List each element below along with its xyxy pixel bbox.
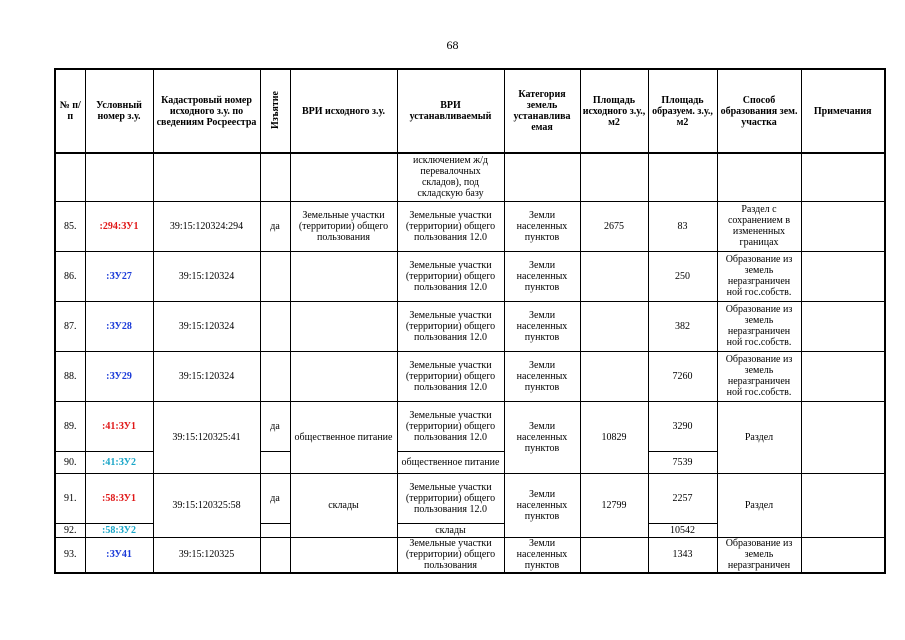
cell-vri-source: Земельные участки (территории) общего пользования <box>290 201 397 251</box>
header-area-source: Площадь исходного з.у., м2 <box>580 69 648 153</box>
cell-area-source: 10829 <box>580 401 648 473</box>
table-row <box>55 251 885 301</box>
cell-method: Образование из земель неразграничен ной гос.собств. <box>717 351 801 401</box>
cell-num: 90. <box>55 451 85 473</box>
cell <box>85 153 153 201</box>
cell-num: 85. <box>55 201 85 251</box>
table-row <box>55 153 885 201</box>
cell-area-new: 382 <box>648 301 717 351</box>
header-conditional-number: Условный номер з.у. <box>85 69 153 153</box>
cell-withdrawal <box>260 351 290 401</box>
cell-area-new: 2257 <box>648 473 717 523</box>
cell-conditional-number: :ЗУ27 <box>85 251 153 301</box>
cell-conditional-number: :41:ЗУ2 <box>85 451 153 473</box>
table-header-row <box>55 69 885 153</box>
cell-area-source: 2675 <box>580 201 648 251</box>
cell-withdrawal <box>260 451 290 473</box>
cell-category: Земли населенных пунктов <box>504 251 580 301</box>
cell <box>717 153 801 201</box>
cell <box>801 153 885 201</box>
cell-withdrawal <box>260 301 290 351</box>
cell-vri-source: общественное питание <box>290 401 397 473</box>
cell-method: Раздел <box>717 473 801 537</box>
cell-num: 86. <box>55 251 85 301</box>
cell-category: Земли населенных пунктов <box>504 537 580 573</box>
cell-withdrawal <box>260 523 290 537</box>
cell-withdrawal <box>260 251 290 301</box>
table-row <box>55 473 885 523</box>
header-vri-new: ВРИ устанавливаемый <box>397 69 504 153</box>
table-row <box>55 301 885 351</box>
cell-vri-new: Земельные участки (территории) общего пользования 12.0 <box>397 473 504 523</box>
cell-cadastral-number: 39:15:120325:41 <box>153 401 260 473</box>
cell <box>648 153 717 201</box>
cell-notes <box>801 251 885 301</box>
cell <box>260 153 290 201</box>
cell-num: 89. <box>55 401 85 451</box>
cell-cadastral-number: 39:15:120324 <box>153 251 260 301</box>
cell-area-new: 7539 <box>648 451 717 473</box>
cell-category: Земли населенных пунктов <box>504 301 580 351</box>
cell-vri-new: Земельные участки (территории) общего пользования <box>397 537 504 573</box>
header-area-new: Площадь образуем. з.у., м2 <box>648 69 717 153</box>
cell-vri-new: Земельные участки (территории) общего пользования 12.0 <box>397 351 504 401</box>
cell-conditional-number: :ЗУ28 <box>85 301 153 351</box>
cell-withdrawal: да <box>260 201 290 251</box>
table-row <box>55 401 885 451</box>
cell-cadastral-number: 39:15:120324:294 <box>153 201 260 251</box>
land-plots-table <box>54 68 886 574</box>
cell-area-source <box>580 537 648 573</box>
header-notes: Примечания <box>801 69 885 153</box>
cell-vri-new: Земельные участки (территории) общего пользования 12.0 <box>397 301 504 351</box>
cell-area-source <box>580 251 648 301</box>
cell-area-source <box>580 351 648 401</box>
cell-notes <box>801 473 885 537</box>
cell-vri-new: Земельные участки (территории) общего пользования 12.0 <box>397 401 504 451</box>
cell-area-source: 12799 <box>580 473 648 537</box>
cell-num: 87. <box>55 301 85 351</box>
header-cadastral-number: Кадастровый номер исходного з.у. по сведениям Росреестра <box>153 69 260 153</box>
cell-area-new: 83 <box>648 201 717 251</box>
cell-withdrawal: да <box>260 401 290 451</box>
cell-num: 92. <box>55 523 85 537</box>
cell-conditional-number: :58:ЗУ2 <box>85 523 153 537</box>
cell-area-new: 250 <box>648 251 717 301</box>
cell-vri-source <box>290 351 397 401</box>
cell-method: Раздел <box>717 401 801 473</box>
cell-method: Образование из земель неразграничен <box>717 537 801 573</box>
cell-vri-new: общественное питание <box>397 451 504 473</box>
cell-conditional-number: :294:ЗУ1 <box>85 201 153 251</box>
cell-notes <box>801 401 885 473</box>
cell-category: Земли населенных пунктов <box>504 201 580 251</box>
cell-cadastral-number: 39:15:120325 <box>153 537 260 573</box>
header-withdrawal-text: Изъятие <box>269 90 281 129</box>
cell-withdrawal <box>260 537 290 573</box>
cell-num: 88. <box>55 351 85 401</box>
cell-withdrawal: да <box>260 473 290 523</box>
cell-cadastral-number: 39:15:120324 <box>153 301 260 351</box>
cell-vri-new: склады <box>397 523 504 537</box>
header-vri-source: ВРИ исходного з.у. <box>290 69 397 153</box>
cell-num: 91. <box>55 473 85 523</box>
header-category: Категория земель устанавлива емая <box>504 69 580 153</box>
cell-area-source <box>580 301 648 351</box>
cell-notes <box>801 301 885 351</box>
cell-conditional-number: :ЗУ41 <box>85 537 153 573</box>
table-row <box>55 201 885 251</box>
cell-category: Земли населенных пунктов <box>504 401 580 473</box>
cell-vri-source <box>290 301 397 351</box>
cell <box>580 153 648 201</box>
cell-cadastral-number: 39:15:120324 <box>153 351 260 401</box>
cell <box>290 153 397 201</box>
cell-method: Образование из земель неразграничен ной гос.собств. <box>717 301 801 351</box>
cell-category: Земли населенных пунктов <box>504 351 580 401</box>
table-row <box>55 351 885 401</box>
cell <box>55 153 85 201</box>
cell-notes <box>801 351 885 401</box>
cell-method: Образование из земель неразграничен ной гос.собств. <box>717 251 801 301</box>
cell-vri-new: Земельные участки (территории) общего пользования 12.0 <box>397 251 504 301</box>
cell-vri-new: Земельные участки (территории) общего пользования 12.0 <box>397 201 504 251</box>
page-number: 68 <box>446 38 459 52</box>
cell-conditional-number: :41:ЗУ1 <box>85 401 153 451</box>
cell-area-new: 7260 <box>648 351 717 401</box>
cell-conditional-number: :58:ЗУ1 <box>85 473 153 523</box>
cell-notes <box>801 201 885 251</box>
cell-notes <box>801 537 885 573</box>
cell-num: 93. <box>55 537 85 573</box>
cell-conditional-number: :ЗУ29 <box>85 351 153 401</box>
cell-area-new: 10542 <box>648 523 717 537</box>
cell-category: Земли населенных пунктов <box>504 473 580 537</box>
cell <box>504 153 580 201</box>
cell-method: Раздел с сохранением в измененных границах <box>717 201 801 251</box>
cell-area-new: 1343 <box>648 537 717 573</box>
table-row <box>55 537 885 573</box>
cell <box>153 153 260 201</box>
cell-vri-source <box>290 537 397 573</box>
header-withdrawal <box>260 69 290 153</box>
cell-vri-source: склады <box>290 473 397 537</box>
header-method: Способ образования зем. участка <box>717 69 801 153</box>
cell-cadastral-number: 39:15:120325:58 <box>153 473 260 537</box>
cell-area-new: 3290 <box>648 401 717 451</box>
header-num: № п/п <box>55 69 85 153</box>
cell-vri-source <box>290 251 397 301</box>
cell-vri-new: исключением ж/д перевалочных складов), под складскую базу <box>397 153 504 201</box>
